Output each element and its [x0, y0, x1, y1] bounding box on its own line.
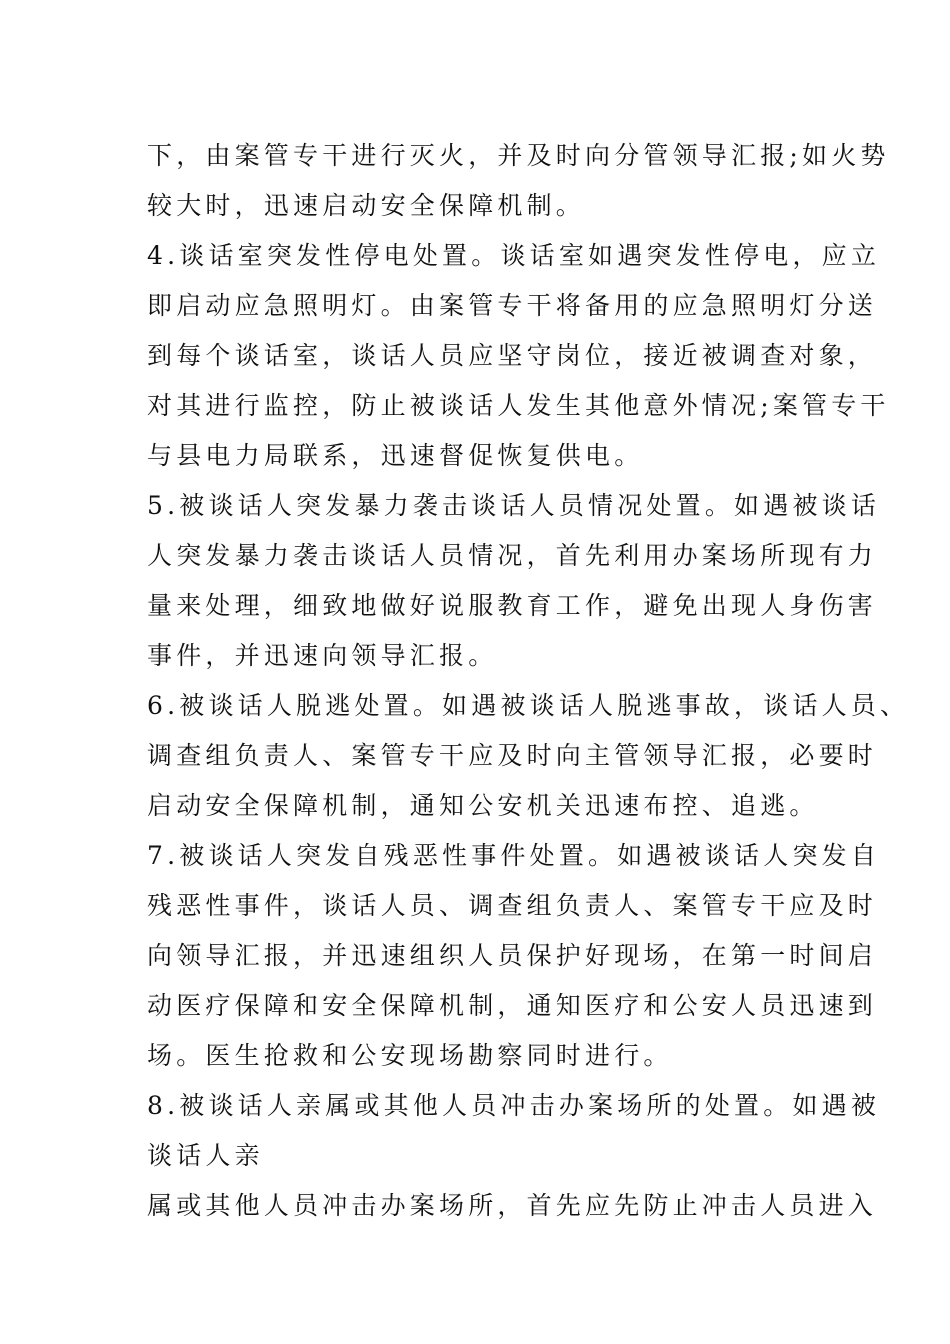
text-line: 对其进行监控，防止被谈话人发生其他意外情况;案管专干 [147, 391, 890, 420]
text-line: 人突发暴力袭击谈话人员情况，首先利用办案场所现有力 [147, 541, 878, 570]
text-line: 7.被谈话人突发自残恶性事件处置。如遇被谈话人突发自 [147, 841, 881, 870]
text-line: 属或其他人员冲击办案场所，首先应先防止冲击人员进入 [147, 1191, 878, 1220]
text-line: 与县电力局联系，迅速督促恢复供电。 [147, 441, 644, 470]
text-line: 到每个谈话室，谈话人员应坚守岗位，接近被调查对象， [147, 341, 878, 370]
text-line: 启动安全保障机制，通知公安机关迅速布控、追逃。 [147, 791, 819, 820]
text-line: 调查组负责人、案管专干应及时向主管领导汇报，必要时 [147, 741, 878, 770]
text-line: 8.被谈话人亲属或其他人员冲击办案场所的处置。如遇被 [147, 1091, 881, 1120]
text-line: 较大时，迅速启动安全保障机制。 [147, 191, 586, 220]
text-line: 6.被谈话人脱逃处置。如遇被谈话人脱逃事故，谈话人员、 [147, 691, 910, 720]
text-line: 谈话人亲 [147, 1141, 264, 1170]
text-line: 事件，并迅速向领导汇报。 [147, 641, 498, 670]
text-line: 量来处理，细致地做好说服教育工作，避免出现人身伤害 [147, 591, 878, 620]
text-line: 4.谈话室突发性停电处置。谈话室如遇突发性停电，应立 [147, 241, 881, 270]
text-line: 即启动应急照明灯。由案管专干将备用的应急照明灯分送 [147, 291, 878, 320]
text-line: 向领导汇报，并迅速组织人员保护好现场，在第一时间启 [147, 941, 878, 970]
document-body [147, 131, 910, 1231]
text-line: 场。医生抢救和公安现场勘察同时进行。 [147, 1041, 673, 1070]
text-line: 下，由案管专干进行灭火，并及时向分管领导汇报;如火势 [147, 141, 890, 170]
text-line: 动医疗保障和安全保障机制，通知医疗和公安人员迅速到 [147, 991, 878, 1020]
text-line: 残恶性事件，谈话人员、调查组负责人、案管专干应及时 [147, 891, 878, 920]
text-line: 5.被谈话人突发暴力袭击谈话人员情况处置。如遇被谈话 [147, 491, 881, 520]
